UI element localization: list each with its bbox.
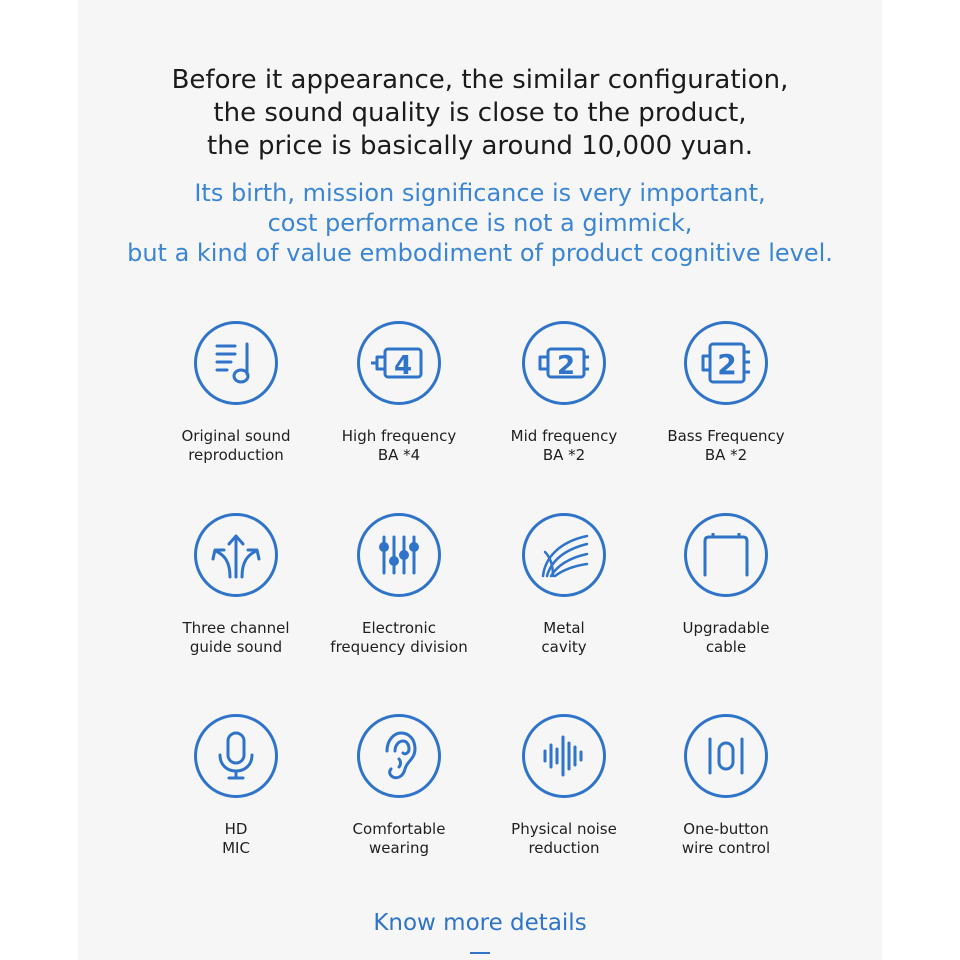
equalizer-sliders-icon [376,533,422,577]
feature-label: Three channel guide sound [182,619,290,656]
feature-icon-ring [684,513,768,597]
feature-icon-ring [522,321,606,405]
svg-text:4: 4 [393,351,413,381]
feature-label: High frequency BA *4 [341,427,457,464]
headline-line-1: Before it appearance, the similar configuration, [171,65,789,95]
feature-hd-mic [151,714,321,858]
feature-noise-reduction [479,714,649,858]
microphone-icon [216,731,256,781]
three-arrows-icon [210,531,262,579]
feature-icon-ring [684,321,768,405]
feature-label: HD MIC [222,820,250,857]
feature-label: Physical noise reduction [511,820,617,857]
know-more-link[interactable]: Know more details [373,910,587,936]
feature-label: One-button wire control [681,820,771,857]
feature-label: Comfortable wearing [352,820,446,857]
driver-ba2-mid-icon [534,343,594,383]
product-feature-panel [78,0,882,960]
feature-label: Metal cavity [541,619,587,656]
feature-label: Electronic frequency division [330,619,468,656]
cable-icon [701,533,751,577]
feature-icon-ring [357,714,441,798]
button-control-icon [706,735,746,777]
feature-icon-ring [684,714,768,798]
feature-one-button [641,714,811,858]
metal-swoosh-icon [537,532,591,578]
svg-text:2: 2 [556,351,576,381]
feature-electronic-frequency [314,513,484,657]
subheadline-line-3: but a kind of value embodiment of product cognitive level. [127,239,833,267]
svg-text:2: 2 [717,348,737,381]
feature-icon-ring [194,513,278,597]
feature-three-channel [151,513,321,657]
headline-line-3: the price is basically around 10,000 yuan. [207,131,753,161]
feature-label: Original sound reproduction [181,427,291,464]
feature-mid-frequency [479,321,649,465]
subheadline [78,178,882,268]
feature-icon-ring [357,321,441,405]
feature-icon-ring [357,513,441,597]
feature-label: Mid frequency BA *2 [510,427,618,464]
feature-icon-ring [522,513,606,597]
feature-bass-frequency [641,321,811,465]
driver-ba2-bass-icon [698,340,754,386]
feature-upgradable-cable [641,513,811,657]
sound-wave-icon [541,735,587,777]
feature-icon-ring [194,714,278,798]
feature-label: Upgradable cable [682,619,770,656]
ear-icon [379,731,419,781]
driver-ba4-icon [369,343,429,383]
feature-high-frequency [314,321,484,465]
subheadline-line-2: cost performance is not a gimmick, [267,209,693,237]
feature-icon-ring [194,321,278,405]
feature-icon-ring [522,714,606,798]
feature-original-sound [151,321,321,465]
headline [78,64,882,163]
feature-metal-cavity [479,513,649,657]
feature-label: Bass Frequency BA *2 [667,427,785,464]
music-note-icon [213,340,259,386]
subheadline-line-1: Its birth, mission significance is very important, [194,179,766,207]
headline-line-2: the sound quality is close to the product, [213,98,747,128]
feature-comfortable-wearing [314,714,484,858]
next-section-stub [470,952,490,960]
